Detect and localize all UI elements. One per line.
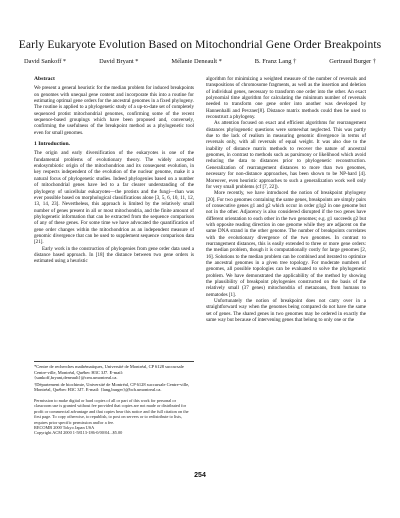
introduction-heading: 1 Introduction. xyxy=(34,141,70,148)
copyright-line: Copyright ACM 2000 1-58113-186-0/00/04...$5.00 xyxy=(34,430,123,436)
intro-paragraph: The origin and early diversification of the eukaryotes is one of the fundamental problems of evolutionary theory. The widely accepted endosymbiotic origin of the mitochondrion and its consequent evolution, in key respects independent of the evolution of the nuclear genome, make it a natural focus of phylogenetic studies. Indeed phylogenies based on a number of mitochondrial genes have led to a far clearer understanding of the phylogeny of unicellular eukaryotes—the protists and the fungi—than was ever possible based on morphological classifications alone [3, 5, 6, 10, 11, 12, 13, 14, 23]. Nevertheless, this approach is limited by the relatively small number of genes present in all or most mitochondria, and the finite amount of phylogenetic information that can be extracted from the sequence comparison of any of these genes. For some time we have advocated the quantification of gene order changes within the mitochondrion as an independent measure of genomic divergence that can be used to supplement sequence comparison data [21]. xyxy=(34,150,194,246)
paper-title: Early Eukaryote Evolution Based on Mitochondrial Gene Order Breakpoints xyxy=(18,38,382,51)
permission-text: Permission to make digital or hard copies of all or part of this work for personal or classroom use is granted without fee provided that copies are not made or distributed for profit or commercial advantage and that copies bear this notice and the full citation on the first page. To copy otherwise, to republish, to post on servers or to redistribute to lists, requires prior specific permission and/or a fee. xyxy=(34,398,189,425)
body-paragraph: As attention focused on exact and efficient algorithms for rearrangement distances phylogenetic questions were somewhat neglected. This was partly due to the lack of realism in measuring genomic divergence in terms of reversals only, with all reversals of equal weight. It was also due to the inability of distance matrix methods to recover the nature of ancestral genomes, in contrast to methods such as parsimony or likelihood which avoid reducing the data to distances prior to phylogenetic reconstruction. Generalization of rearrangement distances to more than two genomes, necessary for non-distance approaches, has been shown to be NP-hard [4]. Moreover, even heuristic approaches to such a generalization work well only for very small problems (cf [7, 22]). xyxy=(206,120,366,190)
abstract-heading: Abstract xyxy=(34,76,55,82)
body-paragraph: More recently, we have introduced the notion of breakpoint phylogeny [20]. For two genomes containing the same genes, breakpoints are simply pairs of consecutive genes g1 and g2 which occur in order g1g2 in one genome but not in the other. Adjacency is also considered disrupted if the two genes have different orientation to each other in the two genomes; e.g. g1 succeeds g2 but with opposite reading direction in one genome while they are adjacent on the same DNA strand in the other genome. The number of breakpoints correlates with the evolutionary divergence of the two genomes. In contrast to rearrangement distances, this is easily extended to three or more gene orders: the median problem, though it is computationally costly for large genomes [2, 16]. Solutions to the median problem can be combined and iterated to optimize the ancestral genomes in a given tree topology. For moderate numbers of genomes, all possible topologies can be evaluated to solve the phylogenetic problem. We have demonstrated the applicability of the method by showing the plausibility of breakpoint phylogenies constructed on the basis of the relatively small (37 genes) mitochondria of metazoans, from humans to nematodes [1]. xyxy=(206,190,366,298)
author: David Sankoff * xyxy=(24,58,67,65)
author: David Bryant * xyxy=(99,58,139,65)
author: Gertraud Burger † xyxy=(329,58,376,65)
conference-line: RECOMB 2000 Tokyo Japan USA xyxy=(34,425,95,431)
body-paragraph: algorithm for minimizing a weighted measure of the number of reversals and transpositions of chromosome fragments, as well as the insertion and deletion of individual genes, necessary to transform one order into the other. An exact polynomial time algorithm for calculating the minimum number of reversals needed to transform one gene order into another was developed by Hannenhalli and Pevzner[8]. Distance matrix methods could then be used to reconstruct a phylogeny. xyxy=(206,76,366,121)
intro-paragraph: Early work in the construction of phylogenies from gene order data used a distance based approach. In [18] the distance between two gene orders is estimated using a heuristic xyxy=(34,245,194,265)
body-paragraph: Unfortunately the notion of breakpoint does not carry over in a straightforward way when the genomes being compared do not have the same set of genes. The shared genes in two genomes may be ordered in exactly the same way but because of intervening genes that belong to only one or the xyxy=(206,298,366,324)
footnotes xyxy=(34,361,194,394)
abstract-text: We present a general heuristic for the median problem for induced breakpoints on genomes with unequal gene content and incorporate this into a routine for estimating optimal gene orders for the ancestral genomes in a fixed phylogeny. The routine is applied to a phylogenetic study of a up-to-date set of completely sequenced protist mitochondrial genomes, confirming some of the recent sequence-based groupings which have been proposed and, conversely, confirming the usefulness of the breakpoint method as a phylogenetic tool even for small genomes. xyxy=(34,85,194,136)
author: B. Franz Lang † xyxy=(254,58,297,65)
left-column xyxy=(34,76,194,265)
page-number: 254 xyxy=(194,472,206,479)
author: Mélanie Deneault * xyxy=(171,58,222,65)
author-list xyxy=(24,58,376,65)
right-column xyxy=(206,76,366,323)
footnote: *Centre de recherches mathématiques, Université de Montréal, CP 6128 succursale Centre-ville, Montréal, Québec H3C 3J7. E-mail: {sankoff,bryant,deneault}@crm.umontreal.ca. xyxy=(34,364,184,381)
permission-notice xyxy=(34,398,194,436)
footnote: †Département de biochimie, Université de Montréal, CP 6128 succursale Centre-ville, Montréal, Québec H3C 3J7. E-mail: {lang,burger}@bch.umontreal.ca. xyxy=(34,381,190,393)
